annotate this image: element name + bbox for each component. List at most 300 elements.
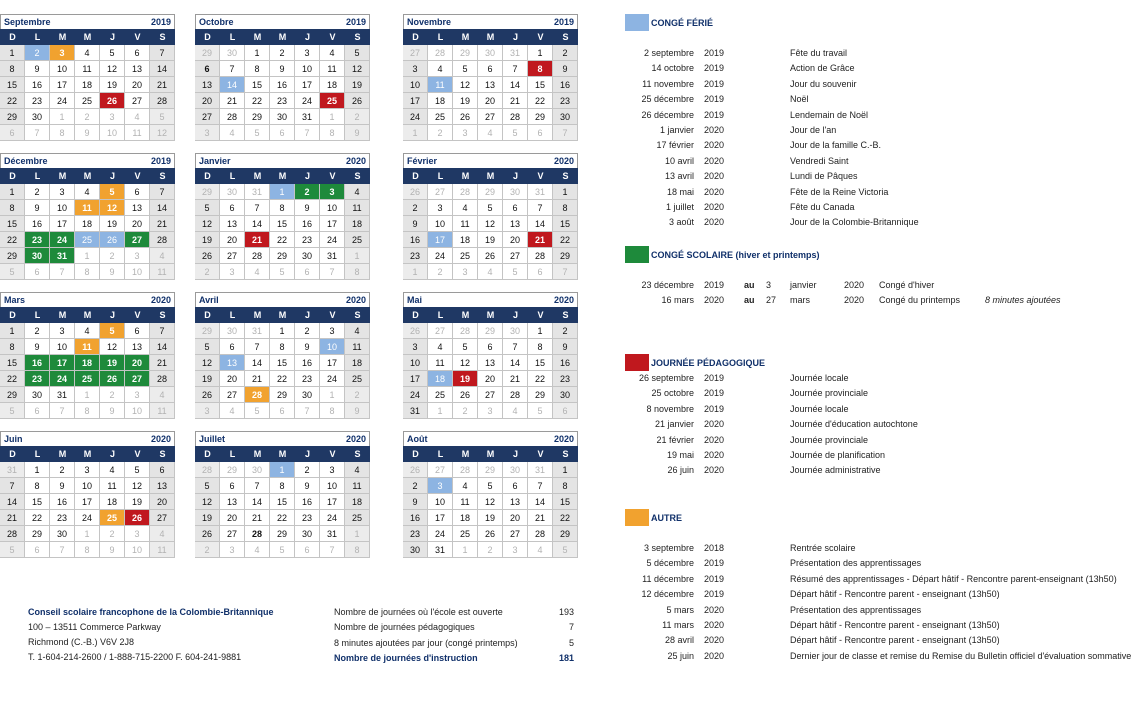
day-cell: 2 [270, 45, 295, 61]
day-cell: 5 [478, 200, 503, 216]
month-2 [195, 14, 370, 141]
item-year: 2020 [704, 650, 725, 661]
legend-title-text: JOURNÉE PÉDAGOGIQUE [651, 357, 766, 368]
weekday-header: V [528, 29, 553, 45]
day-cell: 20 [503, 232, 528, 248]
day-cell: 30 [25, 387, 50, 403]
day-cell: 8 [553, 200, 578, 216]
weekday-header: M [270, 446, 295, 462]
day-cell: 4 [478, 125, 503, 141]
month-grid [0, 446, 175, 558]
day-cell: 25 [345, 371, 370, 387]
day-cell: 8 [0, 200, 25, 216]
school-day-stats [334, 604, 574, 666]
item-year: 2020 [704, 465, 725, 476]
day-cell: 28 [150, 371, 175, 387]
month-1 [0, 14, 175, 141]
day-cell: 3 [403, 61, 428, 77]
pedagogique-item [620, 386, 1120, 401]
stat-label: Nombre de journées d'instruction [334, 653, 478, 664]
day-cell: 10 [50, 61, 75, 77]
day-cell: 30 [503, 462, 528, 478]
day-cell: 27 [478, 387, 503, 403]
day-cell: 15 [0, 216, 25, 232]
day-cell: 27 [503, 526, 528, 542]
day-cell: 19 [100, 216, 125, 232]
item-date: 11 décembre [642, 573, 694, 584]
day-cell: 30 [295, 387, 320, 403]
weekday-header: M [50, 446, 75, 462]
weekday-header: M [50, 168, 75, 184]
weekday-header: M [453, 446, 478, 462]
weekday-header: J [503, 307, 528, 323]
day-cell: 11 [345, 339, 370, 355]
item-event: Action de Grâce [790, 63, 855, 74]
day-cell: 26 [345, 93, 370, 109]
day-cell: 18 [100, 494, 125, 510]
item-event: Fête de la Reine Victoria [790, 186, 889, 197]
day-cell: 3 [220, 542, 245, 558]
scolaire-item [620, 293, 1120, 308]
item-event: Présentation des apprentissages [790, 604, 922, 615]
weekday-header: L [428, 307, 453, 323]
weekday-header: J [295, 29, 320, 45]
day-cell: 15 [270, 216, 295, 232]
day-cell: 8 [75, 403, 100, 419]
day-cell: 1 [270, 184, 295, 200]
ferie-item [620, 123, 1120, 138]
day-cell: 1 [245, 45, 270, 61]
day-cell: 3 [100, 109, 125, 125]
item-end-year: 2020 [844, 280, 865, 290]
day-cell: 29 [220, 462, 245, 478]
day-cell: 6 [478, 61, 503, 77]
day-cell: 6 [503, 200, 528, 216]
day-cell: 28 [245, 526, 270, 542]
day-cell: 28 [428, 45, 453, 61]
day-cell: 29 [270, 526, 295, 542]
day-cell: 6 [25, 403, 50, 419]
day-cell: 4 [150, 248, 175, 264]
day-cell: 11 [320, 61, 345, 77]
stat-row [334, 604, 574, 620]
day-cell: 29 [0, 248, 25, 264]
day-cell: 15 [270, 355, 295, 371]
day-cell: 27 [220, 526, 245, 542]
weekday-header: J [503, 29, 528, 45]
item-au: au [744, 280, 755, 290]
day-cell: 25 [453, 248, 478, 264]
item-event: Congé d'hiver [879, 280, 935, 290]
day-cell: 13 [150, 478, 175, 494]
ferie-item [620, 169, 1120, 184]
item-date: 26 juin [667, 465, 694, 476]
day-cell: 24 [50, 93, 75, 109]
day-cell: 13 [220, 494, 245, 510]
item-end-day: 3 [766, 280, 772, 290]
day-cell: 2 [195, 542, 220, 558]
weekday-header: D [403, 168, 428, 184]
day-cell: 7 [295, 125, 320, 141]
phone-fax: T. 1-604-214-2600 / 1-888-715-2200 F. 604-241-9881 [28, 652, 242, 662]
month-name: Décembre [4, 156, 48, 166]
weekday-header: D [195, 168, 220, 184]
day-cell: 6 [125, 184, 150, 200]
item-start-year: 2019 [704, 280, 725, 290]
month-header [0, 292, 175, 307]
day-cell: 9 [403, 494, 428, 510]
day-cell: 3 [50, 45, 75, 61]
item-event: Lendemain de Noël [790, 109, 869, 120]
day-cell: 3 [295, 45, 320, 61]
day-cell: 6 [125, 45, 150, 61]
month-name: Avril [199, 295, 219, 305]
item-event: Fête du travail [790, 48, 848, 58]
day-cell: 19 [478, 232, 503, 248]
pedagogique-item [620, 402, 1120, 417]
day-cell: 5 [453, 61, 478, 77]
item-event: Journée d'éducation autochtone [790, 419, 918, 430]
month-6 [403, 153, 578, 280]
weekday-header: J [100, 307, 125, 323]
day-cell: 29 [528, 387, 553, 403]
weekday-header: M [270, 29, 295, 45]
day-cell: 5 [150, 109, 175, 125]
day-cell: 14 [245, 355, 270, 371]
day-cell: 5 [0, 264, 25, 280]
month-name: Septembre [4, 17, 51, 27]
stat-row [334, 620, 574, 636]
month-name: Février [407, 156, 438, 166]
day-cell: 9 [345, 125, 370, 141]
legend-title-text: AUTRE [651, 512, 682, 523]
weekday-header: V [125, 307, 150, 323]
day-cell: 7 [503, 339, 528, 355]
weekday-header: J [295, 307, 320, 323]
day-cell: 6 [528, 125, 553, 141]
day-cell: 1 [428, 403, 453, 419]
ferie-item [620, 185, 1120, 200]
day-cell: 5 [0, 542, 25, 558]
organization-info [28, 605, 274, 665]
weekday-header: S [553, 168, 578, 184]
ferie-item [620, 77, 1120, 92]
item-event: Fête du Canada [790, 201, 855, 212]
day-cell: 10 [428, 216, 453, 232]
day-cell: 3 [195, 125, 220, 141]
day-cell: 31 [295, 109, 320, 125]
weekday-header: V [320, 446, 345, 462]
day-cell: 24 [428, 248, 453, 264]
month-year: 2019 [553, 17, 574, 27]
day-cell: 1 [345, 526, 370, 542]
day-cell: 31 [50, 248, 75, 264]
day-cell: 15 [553, 216, 578, 232]
day-cell: 2 [295, 323, 320, 339]
day-cell: 15 [528, 355, 553, 371]
day-cell: 9 [100, 264, 125, 280]
item-year: 2019 [704, 109, 725, 120]
day-cell: 25 [428, 387, 453, 403]
day-cell: 17 [50, 216, 75, 232]
item-date: 26 décembre [641, 109, 694, 120]
month-year: 2020 [150, 295, 171, 305]
item-event: Vendredi Saint [790, 155, 849, 166]
day-cell: 10 [125, 403, 150, 419]
month-year: 2020 [345, 156, 366, 166]
day-cell: 7 [25, 125, 50, 141]
day-cell: 5 [100, 323, 125, 339]
day-cell: 11 [453, 494, 478, 510]
day-cell: 14 [245, 216, 270, 232]
day-cell: 3 [50, 184, 75, 200]
day-cell: 19 [195, 510, 220, 526]
day-cell: 12 [345, 61, 370, 77]
item-date: 14 octobre [651, 63, 694, 74]
day-cell: 3 [428, 200, 453, 216]
day-cell: 9 [295, 200, 320, 216]
day-cell: 3 [220, 264, 245, 280]
weekday-header: S [150, 168, 175, 184]
day-cell: 16 [25, 216, 50, 232]
weekday-header: M [75, 168, 100, 184]
day-cell: 9 [403, 216, 428, 232]
weekday-header: V [125, 168, 150, 184]
day-cell: 10 [125, 542, 150, 558]
item-year: 2020 [704, 186, 725, 197]
day-cell: 18 [428, 371, 453, 387]
month-name: Novembre [407, 17, 452, 27]
day-cell: 14 [220, 77, 245, 93]
day-cell: 19 [195, 232, 220, 248]
day-cell: 16 [295, 355, 320, 371]
autre-item [620, 587, 1138, 602]
day-cell: 28 [150, 93, 175, 109]
item-date: 17 février [656, 140, 694, 151]
day-cell: 26 [100, 232, 125, 248]
day-cell: 16 [553, 355, 578, 371]
day-cell: 1 [50, 109, 75, 125]
item-year: 2019 [704, 589, 725, 600]
day-cell: 24 [428, 526, 453, 542]
scolaire-swatch [625, 246, 649, 263]
item-year: 2020 [704, 419, 725, 430]
day-cell: 7 [0, 478, 25, 494]
item-event: Résumé des apprentissages - Départ hâtif - Rencontre parent-enseignant (13h50) [790, 573, 1117, 584]
item-year: 2020 [704, 201, 725, 212]
day-cell: 9 [50, 478, 75, 494]
month-8 [195, 292, 370, 419]
day-cell: 1 [345, 248, 370, 264]
day-cell: 5 [0, 403, 25, 419]
day-cell: 6 [220, 339, 245, 355]
weekday-header: L [220, 168, 245, 184]
weekday-header: S [345, 168, 370, 184]
day-cell: 10 [100, 125, 125, 141]
day-cell: 8 [75, 264, 100, 280]
day-cell: 1 [0, 45, 25, 61]
ferie-list [620, 46, 1120, 231]
weekday-header: L [220, 307, 245, 323]
day-cell: 27 [428, 323, 453, 339]
day-cell: 4 [478, 264, 503, 280]
day-cell: 15 [0, 355, 25, 371]
day-cell: 27 [150, 510, 175, 526]
month-grid [0, 168, 175, 280]
weekday-header: D [0, 29, 25, 45]
item-event: Jour du souvenir [790, 78, 857, 89]
day-cell: 8 [50, 125, 75, 141]
day-cell: 17 [320, 355, 345, 371]
day-cell: 2 [553, 323, 578, 339]
item-date: 19 mai [666, 449, 694, 460]
weekday-header: M [478, 168, 503, 184]
item-event: Jour de l'an [790, 124, 837, 135]
item-note: 8 minutes ajoutées [985, 295, 1061, 306]
day-cell: 4 [345, 323, 370, 339]
day-cell: 26 [195, 387, 220, 403]
day-cell: 30 [553, 109, 578, 125]
item-start-date: 16 mars [661, 295, 694, 306]
weekday-header: J [503, 168, 528, 184]
day-cell: 4 [150, 387, 175, 403]
day-cell: 23 [295, 371, 320, 387]
day-cell: 9 [100, 403, 125, 419]
day-cell: 28 [503, 387, 528, 403]
day-cell: 7 [553, 125, 578, 141]
day-cell: 12 [453, 77, 478, 93]
weekday-header: L [25, 168, 50, 184]
month-year: 2019 [150, 156, 171, 166]
weekday-header: D [195, 29, 220, 45]
item-year: 2019 [704, 94, 725, 105]
weekday-header: M [270, 168, 295, 184]
weekday-header: S [150, 307, 175, 323]
month-header [403, 431, 578, 446]
day-cell: 30 [295, 526, 320, 542]
day-cell: 8 [0, 339, 25, 355]
day-cell: 26 [195, 248, 220, 264]
weekday-header: S [553, 29, 578, 45]
weekday-header: M [478, 29, 503, 45]
day-cell: 30 [270, 109, 295, 125]
day-cell: 11 [150, 403, 175, 419]
day-cell: 1 [553, 462, 578, 478]
weekday-header: L [428, 29, 453, 45]
day-cell: 3 [195, 403, 220, 419]
day-cell: 8 [25, 478, 50, 494]
day-cell: 20 [478, 93, 503, 109]
day-cell: 5 [245, 125, 270, 141]
ferie-item [620, 154, 1120, 169]
day-cell: 5 [100, 45, 125, 61]
day-cell: 5 [245, 403, 270, 419]
item-event: Journée locale [790, 373, 849, 383]
day-cell: 16 [295, 216, 320, 232]
day-cell: 24 [50, 232, 75, 248]
day-cell: 2 [345, 109, 370, 125]
day-cell: 8 [270, 478, 295, 494]
weekday-header: M [75, 29, 100, 45]
day-cell: 22 [528, 93, 553, 109]
day-cell: 30 [25, 248, 50, 264]
day-cell: 17 [50, 77, 75, 93]
day-cell: 24 [320, 510, 345, 526]
weekday-header: D [403, 446, 428, 462]
day-cell: 27 [478, 109, 503, 125]
ferie-item [620, 200, 1120, 215]
month-year: 2019 [345, 17, 366, 27]
weekday-header: D [403, 307, 428, 323]
day-cell: 26 [195, 526, 220, 542]
day-cell: 29 [270, 248, 295, 264]
day-cell: 6 [553, 403, 578, 419]
day-cell: 12 [150, 125, 175, 141]
day-cell: 24 [403, 109, 428, 125]
weekday-header: M [478, 307, 503, 323]
stat-value: 193 [558, 606, 574, 617]
day-cell: 18 [345, 494, 370, 510]
month-header [403, 153, 578, 168]
day-cell: 20 [220, 232, 245, 248]
weekday-header: L [220, 446, 245, 462]
autre-swatch [625, 509, 649, 526]
day-cell: 29 [270, 387, 295, 403]
item-date: 3 août [668, 217, 694, 228]
day-cell: 1 [270, 323, 295, 339]
day-cell: 28 [453, 323, 478, 339]
day-cell: 16 [295, 494, 320, 510]
day-cell: 26 [125, 510, 150, 526]
day-cell: 4 [220, 125, 245, 141]
day-cell: 6 [125, 323, 150, 339]
day-cell: 6 [270, 403, 295, 419]
stat-row-total [334, 651, 574, 667]
item-date: 5 décembre [646, 558, 694, 569]
item-date: 11 novembre [642, 78, 694, 89]
day-cell: 17 [428, 232, 453, 248]
day-cell: 10 [403, 355, 428, 371]
month-12 [403, 431, 578, 558]
day-cell: 17 [428, 510, 453, 526]
month-name: Octobre [199, 17, 234, 27]
month-7 [0, 292, 175, 419]
day-cell: 28 [503, 109, 528, 125]
day-cell: 4 [245, 264, 270, 280]
day-cell: 3 [320, 323, 345, 339]
day-cell: 24 [320, 232, 345, 248]
item-event: Lundi de Pâques [790, 171, 858, 182]
day-cell: 6 [150, 462, 175, 478]
item-date: 8 novembre [646, 403, 694, 414]
weekday-header: L [428, 446, 453, 462]
day-cell: 1 [403, 125, 428, 141]
day-cell: 24 [50, 371, 75, 387]
day-cell: 28 [195, 462, 220, 478]
day-cell: 20 [220, 510, 245, 526]
month-name: Juin [4, 434, 23, 444]
month-grid [403, 168, 578, 280]
day-cell: 9 [75, 125, 100, 141]
day-cell: 24 [75, 510, 100, 526]
weekday-header: M [245, 446, 270, 462]
organization-name: Conseil scolaire francophone de la Colombie-Britannique [28, 607, 274, 617]
month-grid [0, 29, 175, 141]
day-cell: 11 [125, 125, 150, 141]
stat-label: 8 minutes ajoutées par jour (congé printemps) [334, 637, 518, 648]
day-cell: 14 [150, 61, 175, 77]
day-cell: 2 [100, 248, 125, 264]
